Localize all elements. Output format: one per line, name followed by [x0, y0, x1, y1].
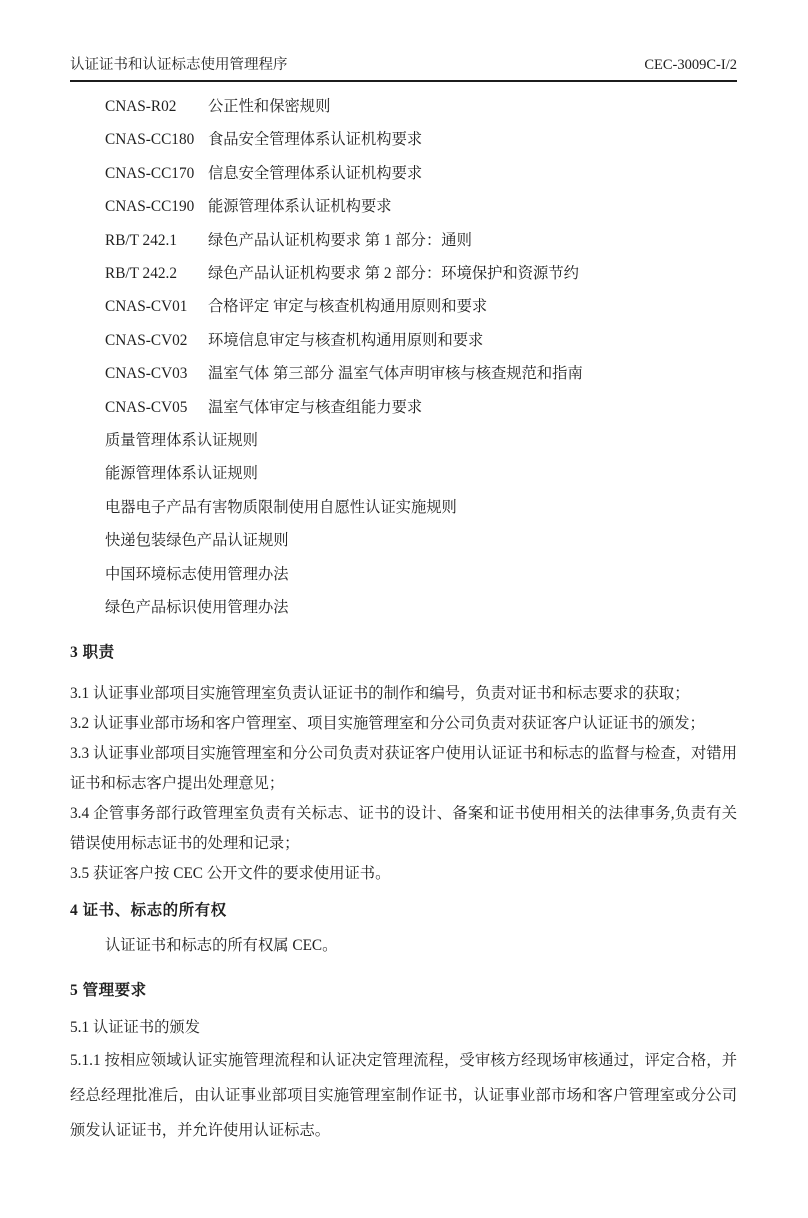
- reference-title: 温室气体审定与核查组能力要求: [208, 398, 423, 416]
- reference-item: [70, 558, 737, 591]
- reference-title: 中国环境标志使用管理办法: [105, 565, 289, 583]
- reference-title: 食品安全管理体系认证机构要求: [208, 131, 423, 149]
- reference-code: CNAS-CC170: [105, 164, 195, 182]
- para-3-2: 3.2 认证事业部市场和客户管理室、项目实施管理室和分公司负责对获证客户认证证书的颁发；: [70, 714, 705, 732]
- reference-code: CNAS-R02: [105, 98, 177, 115]
- reference-code: CNAS-CC180: [105, 131, 195, 149]
- reference-code: RB/T 242.1: [105, 231, 177, 249]
- reference-title: 质量管理体系认证规则: [105, 432, 258, 450]
- reference-title: 信息安全管理体系认证机构要求: [208, 164, 423, 182]
- section-3-body: [70, 679, 737, 889]
- reference-item: [70, 190, 737, 223]
- reference-list: [70, 90, 737, 625]
- reference-item: [70, 324, 737, 357]
- reference-code: CNAS-CV03: [105, 365, 188, 383]
- reference-item: [70, 224, 737, 257]
- reference-title: 电器电子产品有害物质限制使用自愿性认证实施规则: [105, 498, 457, 516]
- reference-title: 温室气体 第三部分 温室气体声明审核与核查规范和指南: [208, 365, 583, 383]
- reference-title: 绿色产品认证机构要求 第 2 部分：环境保护和资源节约: [208, 265, 579, 283]
- reference-item: [70, 90, 737, 123]
- reference-item: [70, 290, 737, 323]
- section-heading-ownership: 4 证书、标志的所有权: [70, 901, 227, 919]
- reference-item: [70, 457, 737, 490]
- reference-code: RB/T 242.2: [105, 265, 177, 283]
- section-heading-responsibilities: 3 职责: [70, 643, 115, 661]
- reference-title: 环境信息审定与核查机构通用原则和要求: [208, 331, 484, 349]
- section-heading-management: 5 管理要求: [70, 981, 147, 999]
- page-header: [70, 57, 737, 82]
- reference-code: CNAS-CV02: [105, 331, 188, 349]
- reference-title: 合格评定 审定与核查机构通用原则和要求: [208, 298, 488, 316]
- reference-item: [70, 123, 737, 156]
- para-3-3: 3.3 认证事业部项目实施管理室和分公司负责对获证客户使用认证证书和标志的监督与检查，对错用证书和标志客户提出处理意见；: [70, 744, 737, 792]
- para-4-body: 认证证书和标志的所有权属 CEC。: [105, 936, 338, 954]
- reference-title: 快递包装绿色产品认证规则: [105, 532, 289, 550]
- para-3-1: 3.1 认证事业部项目实施管理室负责认证证书的制作和编号，负责对证书和标志要求的获取；: [70, 684, 690, 702]
- reference-item: [70, 357, 737, 390]
- reference-item: [70, 424, 737, 457]
- reference-item: [70, 257, 737, 290]
- reference-title: 绿色产品标识使用管理办法: [105, 599, 289, 617]
- reference-item: [70, 524, 737, 557]
- header-doc-code: CEC-3009C-I/2: [644, 57, 737, 73]
- para-5-1: 5.1 认证证书的颁发: [70, 1018, 201, 1036]
- reference-item: [70, 491, 737, 524]
- reference-title: 绿色产品认证机构要求 第 1 部分：通则: [208, 231, 472, 249]
- para-3-5: 3.5 获证客户按 CEC 公开文件的要求使用证书。: [70, 864, 391, 882]
- reference-item: [70, 591, 737, 624]
- reference-code: CNAS-CV05: [105, 398, 188, 416]
- header-title: 认证证书和认证标志使用管理程序: [70, 57, 288, 73]
- reference-title: 能源管理体系认证规则: [105, 465, 258, 483]
- reference-title: 能源管理体系认证机构要求: [208, 198, 392, 216]
- reference-title: 公正性和保密规则: [208, 98, 331, 115]
- reference-item: [70, 157, 737, 190]
- reference-code: CNAS-CC190: [105, 198, 195, 216]
- reference-item: [70, 391, 737, 424]
- reference-code: CNAS-CV01: [105, 298, 188, 316]
- para-5-1-1: 5.1.1 按相应领域认证实施管理流程和认证决定管理流程，受审核方经现场审核通过，评定合格，并经总经理批准后，由认证事业部项目实施管理室制作证书，认证事业部市场和客户管理室或分公司颁发认证证书，并允许使用认证标志。: [70, 1051, 737, 1139]
- para-3-4: 3.4 企管事务部行政管理室负责有关标志、证书的设计、备案和证书使用相关的法律事务,负责有关错误使用标志证书的处理和记录；: [70, 804, 737, 852]
